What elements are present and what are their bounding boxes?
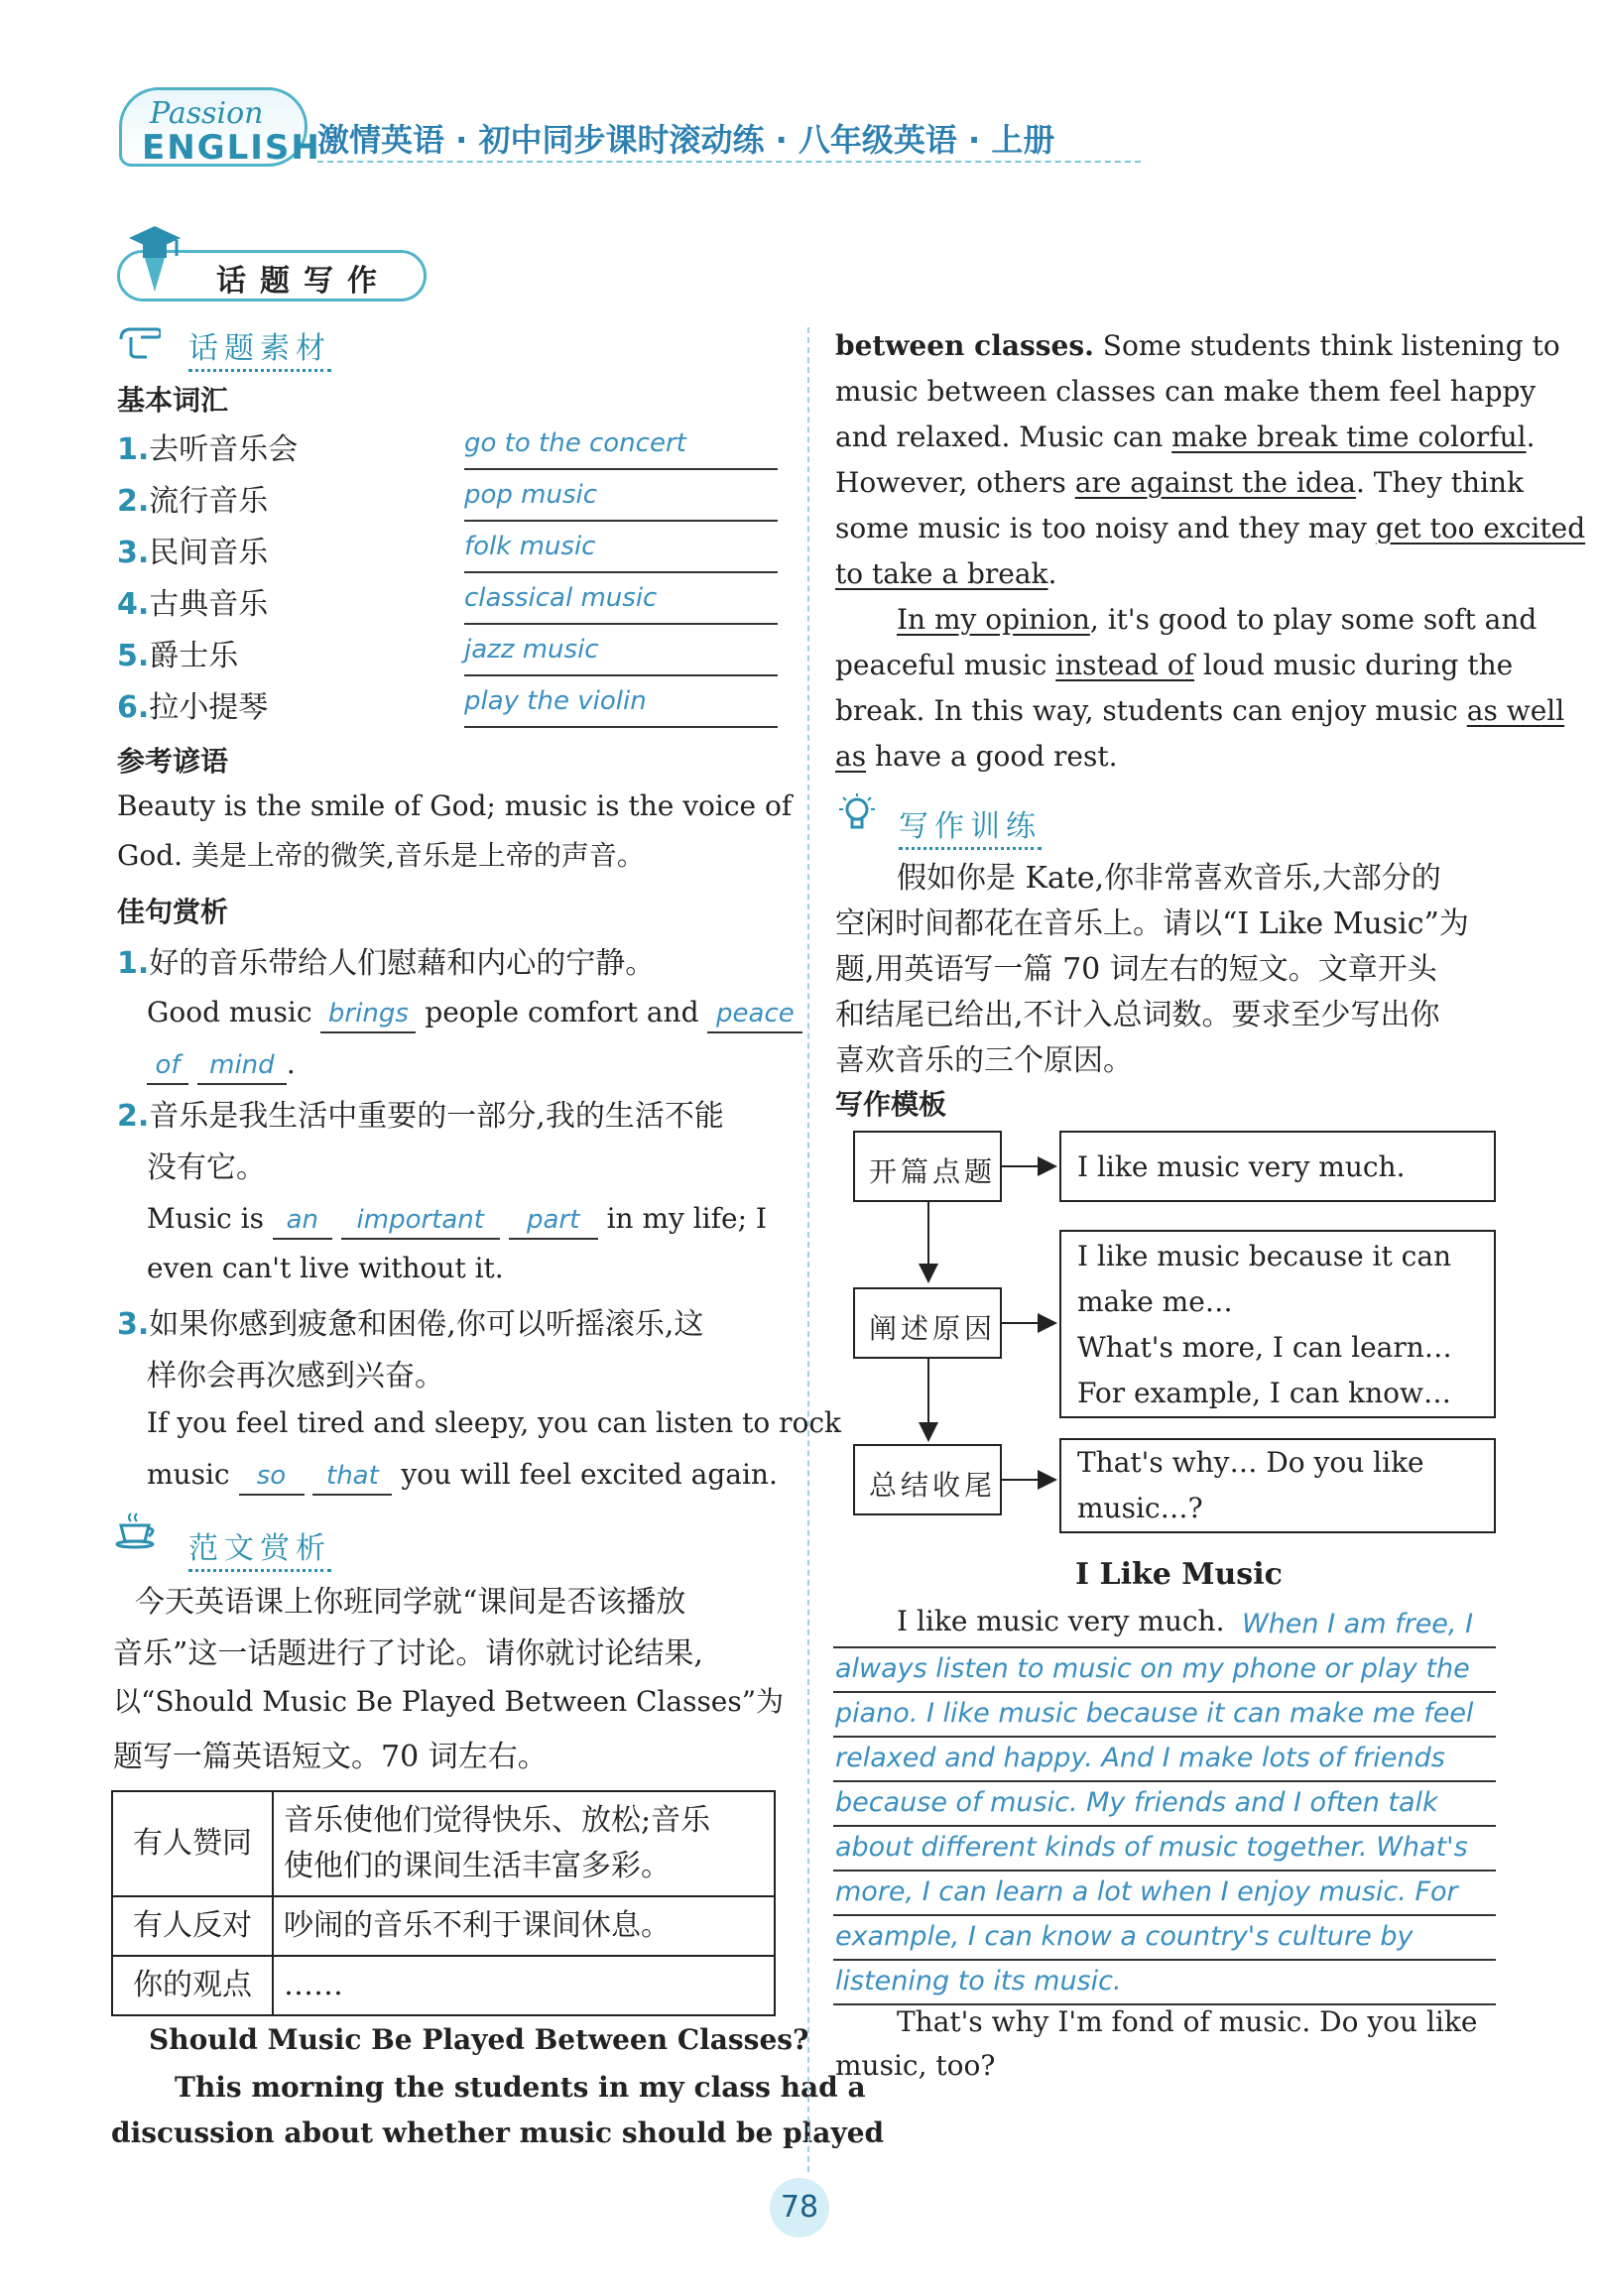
proverb-heading: 参考谚语 — [117, 745, 229, 778]
answer-rule — [833, 1780, 1496, 1782]
header-divider — [317, 161, 1141, 163]
sentence-1-en-cont: of mind . — [147, 1041, 296, 1087]
sentence-2-zh: 2.音乐是我生活中重要的一部分,我的生活不能 — [117, 1099, 724, 1134]
model-p2-line-4: as have a good rest. — [835, 740, 1118, 773]
writing-prompt-3: 题,用英语写一篇 70 词左右的短文。文章开头 — [835, 952, 1437, 987]
vocab-answer: go to the concert — [464, 428, 778, 470]
model-p1-line-5: some music is too noisy and they may get too excited — [835, 512, 1586, 544]
blank-an: an — [273, 1202, 332, 1240]
sentence-3-zh: 3.如果你感到疲惫和困倦,你可以听摇滚乐,这 — [117, 1307, 704, 1342]
table-cell: 音乐使他们觉得快乐、放松;音乐 使他们的课间生活丰富多彩。 — [273, 1791, 775, 1896]
answer-line: listening to its music. — [835, 1966, 1122, 1996]
writing-essay-end-2: music, too? — [835, 2049, 996, 2082]
vocab-heading: 基本词汇 — [117, 384, 229, 417]
vocab-item: 4.古典音乐 — [117, 587, 269, 622]
model-essay-bold-2: discussion about whether music should be played — [111, 2116, 885, 2149]
model-essay-bold-1: This morning the students in my class had a — [175, 2071, 866, 2104]
answer-line: always listen to music on my phone or play the — [835, 1653, 1470, 1684]
blank-so: so — [239, 1458, 305, 1496]
pointing-hand-icon — [117, 319, 161, 359]
table-label: 有人反对 — [112, 1896, 273, 1956]
model-p1-line-6: to take a break. — [835, 557, 1057, 590]
table-row — [112, 1896, 775, 1956]
proverb-line-1: Beauty is the smile of God; music is the voice of — [117, 789, 793, 822]
answer-rule — [833, 1870, 1496, 1872]
blank-peace: peace — [707, 996, 802, 1033]
sentence-2-en-cont: even can't live without it. — [147, 1252, 504, 1284]
flow-label-box: 开篇点题 — [853, 1131, 1002, 1202]
sentence-2-en: Music is an important part in my life; I — [147, 1196, 767, 1242]
book-title: 激情英语 · 初中同步课时滚动练 · 八年级英语 · 上册 — [317, 121, 1055, 159]
writing-prompt-4: 和结尾已给出,不计入总词数。要求至少写出你 — [835, 998, 1440, 1032]
flow-text-box: That's why… Do you like music…? — [1059, 1438, 1496, 1533]
answer-rule — [833, 1691, 1496, 1693]
teacup-icon — [115, 1510, 159, 1549]
model-essay-title: Should Music Be Played Between Classes? — [149, 2023, 809, 2056]
blank-part: part — [509, 1202, 598, 1240]
model-p1-line-1: between classes. Some students think listening to — [835, 329, 1560, 362]
table-label: 有人赞同 — [112, 1791, 273, 1896]
model-intro-2: 音乐”这一话题进行了讨论。请你就讨论结果, — [113, 1636, 703, 1671]
vocab-answer: folk music — [464, 532, 778, 573]
model-intro-1: 今天英语课上你班同学就“课间是否该播放 — [135, 1585, 686, 1620]
blank-of: of — [147, 1047, 188, 1085]
flow-label-box: 阐述原因 — [853, 1287, 1002, 1359]
model-p2-line-1: In my opinion, it's good to play some soft and — [897, 603, 1538, 636]
vocab-item: 3.民间音乐 — [117, 536, 269, 570]
model-intro-4: 题写一篇英语短文。70 词左右。 — [113, 1740, 548, 1774]
answer-rule — [833, 1646, 1496, 1648]
table-cell: 吵闹的音乐不利于课间休息。 — [273, 1896, 775, 1956]
writing-prompt-2: 空闲时间都花在音乐上。请以“I Like Music”为 — [835, 906, 1469, 941]
writing-essay-start: I like music very much. — [897, 1605, 1225, 1637]
answer-line: example, I can know a country's culture by — [835, 1921, 1414, 1952]
writing-heading: 写作训练 — [899, 801, 1042, 850]
column-divider — [807, 327, 809, 2172]
sentence-3-zh-cont: 样你会再次感到兴奋。 — [147, 1359, 444, 1393]
section-title: 话题写作 — [216, 264, 391, 299]
model-p1-line-3: and relaxed. Music can make break time colorful. — [835, 421, 1536, 453]
answer-line: about different kinds of music together. What's — [835, 1832, 1468, 1863]
sentence-heading: 佳句赏析 — [117, 896, 229, 928]
answer-rule — [833, 1825, 1496, 1827]
writing-essay-end-1: That's why I'm fond of music. Do you like — [897, 2005, 1478, 2038]
writing-essay-title: I Like Music — [1075, 1557, 1283, 1592]
opinion-table — [111, 1790, 776, 2016]
answer-rule — [833, 1914, 1496, 1916]
flow-text-box: I like music very much. — [1059, 1131, 1496, 1202]
writing-prompt-1: 假如你是 Kate,你非常喜欢音乐,大部分的 — [897, 861, 1441, 896]
table-row — [112, 1791, 775, 1896]
model-heading: 范文赏析 — [188, 1523, 331, 1572]
vocab-item: 1.去听音乐会 — [117, 432, 299, 467]
vocab-answer: pop music — [464, 480, 778, 522]
sentence-3-en-cont: music so that you will feel excited again. — [147, 1452, 778, 1498]
model-p2-line-2: peaceful music instead of loud music during the — [835, 649, 1514, 681]
graduate-cap-icon — [127, 222, 183, 296]
table-label: 你的观点 — [112, 1956, 273, 2015]
blank-important: important — [341, 1202, 500, 1240]
template-heading: 写作模板 — [835, 1088, 947, 1121]
page-header — [119, 87, 1151, 167]
answer-rule — [833, 1959, 1496, 1961]
table-row — [112, 1956, 775, 2015]
model-p2-line-3: break. In this way, students can enjoy music as well — [835, 694, 1565, 727]
material-heading: 话题素材 — [188, 323, 331, 372]
table-cell: …… — [273, 1956, 775, 2015]
vocab-answer: jazz music — [464, 635, 778, 676]
vocab-item: 5.爵士乐 — [117, 639, 239, 673]
page-number: 78 — [770, 2178, 829, 2237]
model-intro-3: 以“Should Music Be Played Between Classes”为 — [113, 1685, 785, 1718]
blank-mind: mind — [197, 1047, 287, 1085]
model-p1-line-4: However, others are against the idea. They think — [835, 466, 1525, 499]
model-p1-line-2: music between classes can make them feel happy — [835, 375, 1537, 408]
blank-that: that — [312, 1458, 392, 1496]
vocab-answer: play the violin — [464, 686, 778, 728]
flow-label-box: 总结收尾 — [853, 1444, 1002, 1515]
answer-rule — [833, 1736, 1496, 1738]
answer-line: because of music. My friends and I often talk — [835, 1787, 1438, 1818]
sentence-1-zh: 1.好的音乐带给人们慰藉和内心的宁静。 — [117, 946, 656, 981]
writing-prompt-5: 喜欢音乐的三个原因。 — [835, 1043, 1133, 1078]
sentence-2-zh-cont: 没有它。 — [147, 1150, 266, 1185]
answer-line: When I am free, I — [1242, 1609, 1474, 1639]
blank-brings: brings — [320, 996, 416, 1033]
lightbulb-icon — [835, 793, 879, 833]
answer-line: more, I can learn a lot when I enjoy music. For — [835, 1876, 1458, 1907]
vocab-answer: classical music — [464, 583, 778, 625]
sentence-3-en: If you feel tired and sleepy, you can listen to rock — [147, 1406, 841, 1439]
sentence-1-en: Good music brings people comfort and peace — [147, 990, 802, 1035]
proverb-line-2: God. 美是上帝的微笑,音乐是上帝的声音。 — [117, 839, 645, 872]
flow-text-box: I like music because it can make me… What's more, I can learn… For example, I can know… — [1059, 1230, 1496, 1418]
answer-line: piano. I like music because it can make me feel — [835, 1698, 1474, 1729]
answer-line: relaxed and happy. And I make lots of friends — [835, 1743, 1445, 1773]
passion-english-logo: Passion ENGLISH — [119, 87, 308, 167]
vocab-item: 6.拉小提琴 — [117, 690, 269, 725]
vocab-item: 2.流行音乐 — [117, 484, 269, 519]
